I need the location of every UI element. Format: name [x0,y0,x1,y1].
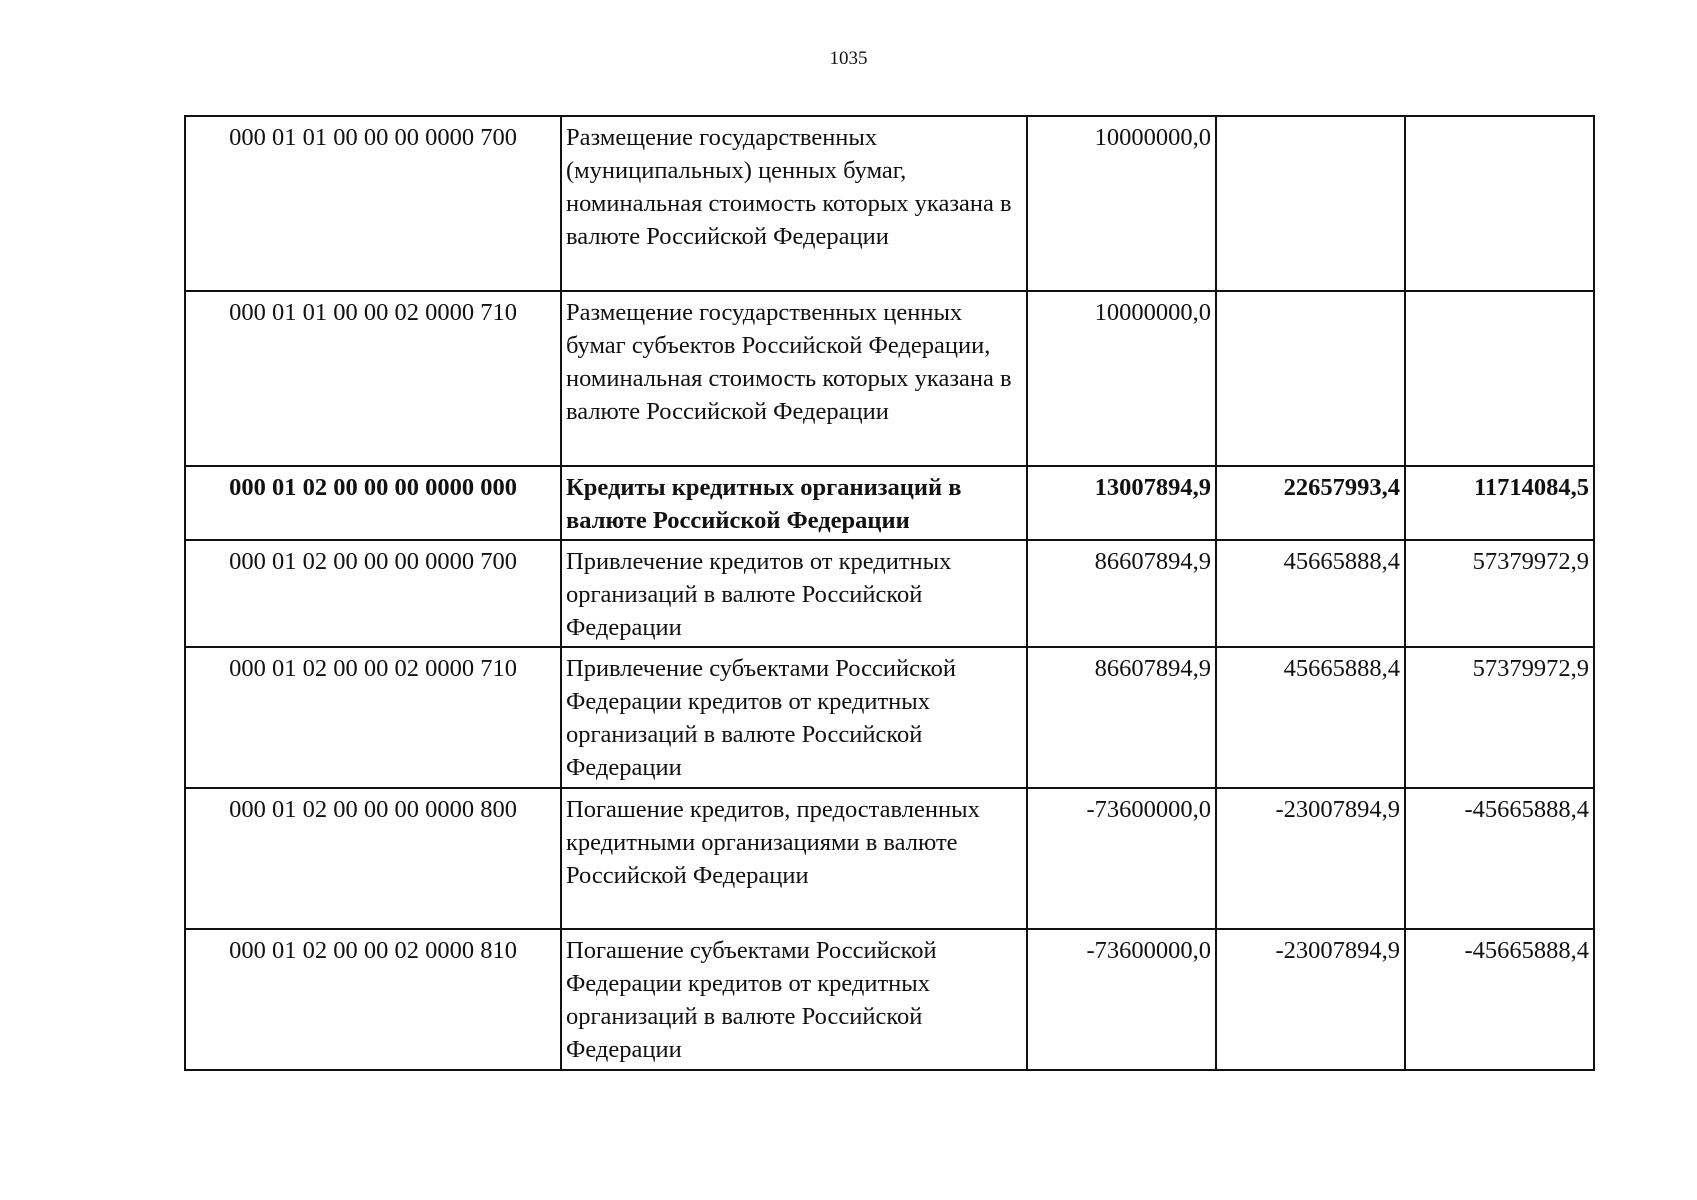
amount-year-3-cell: 57379972,9 [1405,647,1594,788]
table-row [185,116,1594,291]
budget-code-cell: 000 01 02 00 00 00 0000 000 [185,466,561,540]
table-row-subtotal [185,466,1594,540]
item-name-cell: Размещение государственных (муниципальных) ценных бумаг, номинальная стоимость которых указана в валюте Российской Федерации [561,116,1027,291]
amount-year-1-cell: -73600000,0 [1027,929,1216,1070]
table-row [185,647,1594,788]
amount-year-3-cell [1405,291,1594,466]
page-number: 1035 [829,48,868,69]
amount-year-1-cell: 86607894,9 [1027,540,1216,647]
item-name-cell: Погашение субъектами Российской Федерации кредитов от кредитных организаций в валюте Российской Федерации [561,929,1027,1070]
budget-code-cell: 000 01 02 00 00 02 0000 810 [185,929,561,1070]
amount-year-1-cell: -73600000,0 [1027,788,1216,929]
amount-year-2-cell [1216,116,1405,291]
amount-year-2-cell: 45665888,4 [1216,647,1405,788]
amount-year-1-cell: 10000000,0 [1027,291,1216,466]
amount-year-1-cell: 13007894,9 [1027,466,1216,540]
table-row [185,291,1594,466]
amount-year-1-cell: 10000000,0 [1027,116,1216,291]
item-name-cell: Погашение кредитов, предоставленных кредитными организациями в валюте Российской Федерации [561,788,1027,929]
budget-code-cell: 000 01 01 00 00 02 0000 710 [185,291,561,466]
item-name-cell: Размещение государственных ценных бумаг субъектов Российской Федерации, номинальная стоимость которых указана в валюте Российской Федерации [561,291,1027,466]
item-name-cell: Привлечение субъектами Российской Федерации кредитов от кредитных организаций в валюте Российской Федерации [561,647,1027,788]
amount-year-2-cell: -23007894,9 [1216,929,1405,1070]
amount-year-2-cell [1216,291,1405,466]
item-name-cell: Привлечение кредитов от кредитных организаций в валюте Российской Федерации [561,540,1027,647]
table-row [185,540,1594,647]
amount-year-3-cell: -45665888,4 [1405,788,1594,929]
table-row [185,929,1594,1070]
budget-code-cell: 000 01 02 00 00 00 0000 700 [185,540,561,647]
table-row [185,788,1594,929]
amount-year-3-cell: 57379972,9 [1405,540,1594,647]
amount-year-2-cell: -23007894,9 [1216,788,1405,929]
amount-year-3-cell: -45665888,4 [1405,929,1594,1070]
budget-code-cell: 000 01 02 00 00 02 0000 710 [185,647,561,788]
amount-year-2-cell: 45665888,4 [1216,540,1405,647]
budget-sources-table [184,115,1595,1071]
amount-year-3-cell [1405,116,1594,291]
amount-year-1-cell: 86607894,9 [1027,647,1216,788]
amount-year-2-cell: 22657993,4 [1216,466,1405,540]
amount-year-3-cell: 11714084,5 [1405,466,1594,540]
budget-code-cell: 000 01 02 00 00 00 0000 800 [185,788,561,929]
item-name-cell: Кредиты кредитных организаций в валюте Российской Федерации [561,466,1027,540]
budget-code-cell: 000 01 01 00 00 00 0000 700 [185,116,561,291]
